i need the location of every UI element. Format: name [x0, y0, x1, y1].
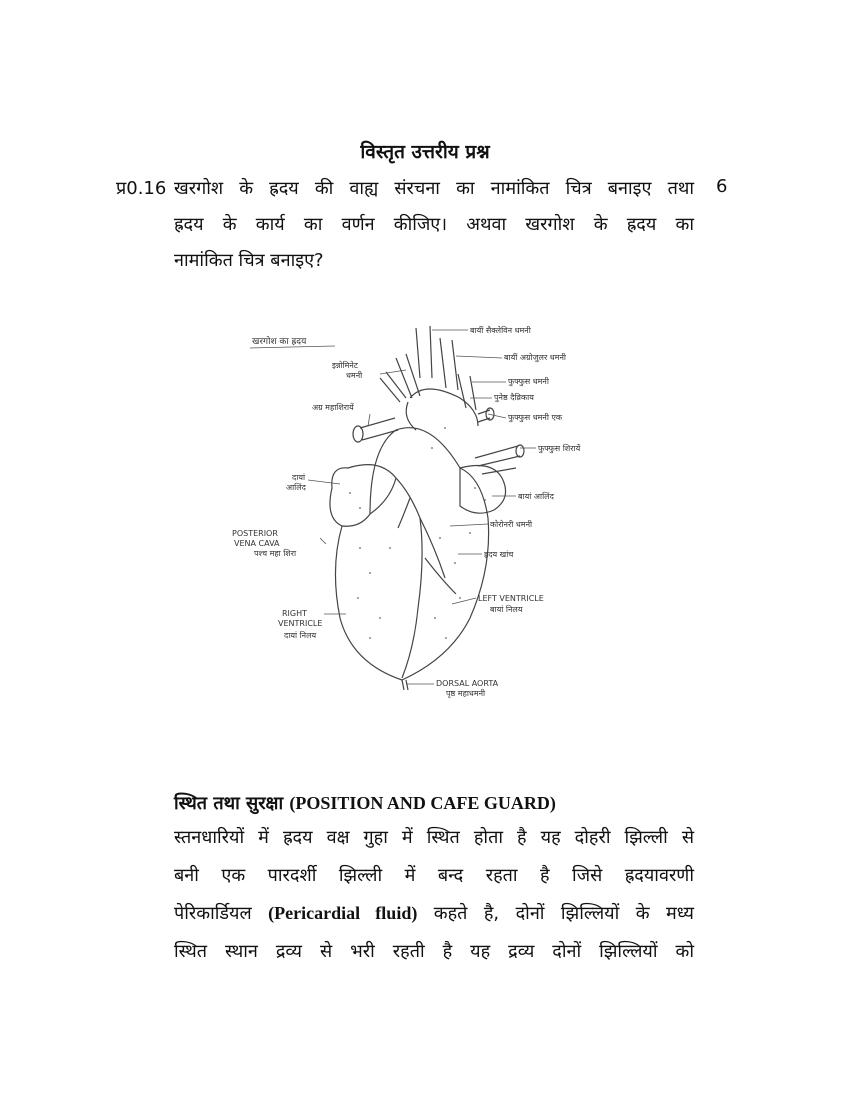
- diagram-title: खरगोश का ह्रदय: [252, 337, 307, 347]
- question-number: प्र0.16: [116, 178, 167, 199]
- question-line: ह्रदय के कार्य का वर्णन कीजिए। अथवा खरगोश के ह्रदय का: [174, 214, 694, 235]
- label-posterior-vena-cava: पश्च महा शिरा: [254, 549, 297, 558]
- label-posterior-vena-cava: VENA CAVA: [234, 539, 280, 548]
- label-dorsal-aorta: पृष्ठ महाधमनी: [446, 689, 486, 698]
- label-coronary-artery: कोरोनरी धमनी: [490, 520, 533, 529]
- question-line: खरगोश के ह्रदय की वाह्य संरचना का नामांकित चित्र बनाइए तथा: [174, 178, 694, 199]
- label-posterior-vena-cava: POSTERIOR: [232, 529, 278, 538]
- paragraph-text: कहते है, दोनों झिल्लियों के मध्य: [433, 903, 694, 924]
- question-line: नामांकित चित्र बनाइए?: [174, 250, 324, 271]
- paragraph-line: स्तनधारियों में ह्रदय वक्ष गुहा में स्थित होता है यह दोहरी झिल्ली से: [174, 827, 694, 848]
- label-right-ventricle: दायां निलय: [284, 631, 317, 640]
- rabbit-heart-diagram: [220, 318, 620, 703]
- label-pulmonary-veins: फुफ्फुस शिरायें: [538, 444, 581, 453]
- section-heading: विस्तृत उत्तरीय प्रश्न: [360, 141, 490, 163]
- label-left-ventricle: LEFT VENTRICLE: [478, 594, 544, 603]
- label-left-ventricle: बायां निलय: [490, 605, 523, 614]
- label-dorsal-aorta: DORSAL AORTA: [436, 679, 499, 688]
- label-right-ventricle: RIGHT: [282, 609, 308, 618]
- section-title-english: (POSITION AND CAFE GUARD): [289, 793, 556, 813]
- label-left-subclavian: बायीं सैक्लेविन धमनी: [470, 326, 531, 335]
- label-left-carotid: बायीं अग्रोजुलर धमनी: [504, 353, 566, 362]
- label-right-auricle: आलिंद: [286, 483, 306, 492]
- label-precaval: अग्र महाशिरायें: [312, 403, 354, 412]
- paragraph-line: बनी एक पारदर्शी झिल्ली में बन्द रहता है जिसे ह्रदयावरणी: [174, 865, 694, 886]
- section-title-hindi: स्थित तथा सुरक्षा: [174, 793, 284, 814]
- paragraph-term-english: (Pericardial fluid): [268, 903, 418, 923]
- paragraph-line: [174, 901, 694, 925]
- label-pulmonary-artery-2: फुफ्फुस धमनी एक: [508, 413, 563, 422]
- paragraph-line: स्थित स्थान द्रव्य से भरी रहती है यह द्रव्य दोनों झिल्लियों को: [174, 941, 694, 962]
- label-innominate: धमनी: [346, 371, 363, 380]
- section-title: [174, 791, 556, 815]
- label-left-auricle: बायां आलिंद: [518, 492, 554, 501]
- label-heart-groove: ह्रदय खांच: [484, 550, 514, 559]
- label-innominate: इन्नोमिनेट: [332, 361, 358, 370]
- heart-sketch: [220, 318, 620, 703]
- label-pulmonary-artery: फुफ्फुस धमनी: [508, 377, 549, 386]
- paragraph-term: पेरिकार्डियल: [174, 903, 252, 924]
- label-right-auricle: दायां: [292, 473, 306, 482]
- label-ductus: पुनेष्ठ दैव्रिकाय: [494, 393, 534, 402]
- question-marks: 6: [716, 176, 728, 197]
- label-right-ventricle: VENTRICLE: [278, 619, 323, 628]
